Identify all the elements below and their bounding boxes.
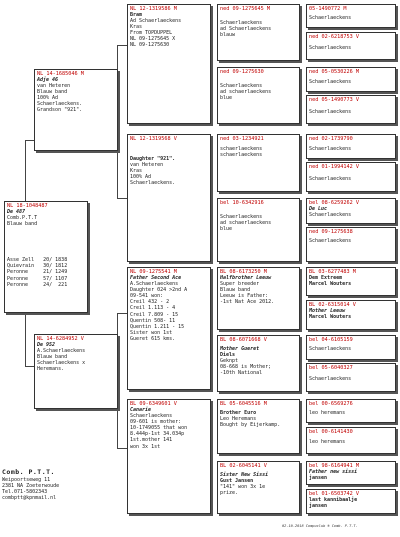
pedigree-g4-card bbox=[306, 300, 396, 330]
detail-line: Gueret 615 kms. bbox=[130, 335, 176, 342]
footer-credit: 02-10-2018 Compuclub ® Comb. P.T.T. bbox=[282, 524, 358, 528]
detail-line: Creil 432 - 2 bbox=[130, 299, 170, 306]
pedigree-g4-card bbox=[306, 267, 396, 296]
detail-line: 09-541 won: bbox=[130, 293, 164, 300]
pedigree-g4-card bbox=[306, 227, 396, 262]
ring-number: BL 03-6277483 M bbox=[309, 269, 356, 275]
pedigree-ffm-card bbox=[217, 67, 300, 124]
detail-line: Blauw band bbox=[37, 89, 68, 96]
connector bbox=[117, 198, 127, 199]
detail-line: schaerlaeckens bbox=[220, 152, 263, 159]
pigeon-name: De Luc bbox=[309, 206, 328, 212]
detail-line: Gust Jansen bbox=[220, 478, 254, 485]
detail-line: Blauw band bbox=[37, 354, 68, 361]
detail-line: Creil 1.113 - 4 bbox=[130, 305, 176, 312]
detail-line: Blauw band bbox=[7, 221, 38, 228]
detail-line: Comb.P.T.T bbox=[7, 215, 38, 222]
connector bbox=[25, 366, 34, 367]
pigeon-name: Dem Extreem bbox=[309, 275, 343, 281]
detail-line: Leeuw is Father: bbox=[220, 293, 269, 300]
pedigree-mfm-card bbox=[217, 335, 300, 392]
pedigree-mother-card bbox=[34, 334, 118, 409]
pigeon-name: Schaerlaeckens bbox=[309, 346, 352, 352]
connector bbox=[117, 45, 127, 46]
pedigree-g4-card bbox=[306, 489, 396, 514]
detail-line: ad Schaerlaeckens bbox=[220, 26, 272, 33]
pigeon-name: Mother Leeuw bbox=[309, 308, 346, 314]
pedigree-father-card bbox=[34, 69, 118, 151]
detail-line: Marcel Wouters bbox=[309, 281, 352, 288]
detail-line: Schaerlaeckens x bbox=[37, 360, 86, 367]
pedigree-fmm-card bbox=[217, 198, 300, 262]
result-line: Peronne 57/ 1107 bbox=[7, 275, 68, 282]
pedigree-g4-card bbox=[306, 95, 396, 124]
ring-number: NL 12-1319586 M bbox=[130, 6, 177, 12]
pedigree-mmf-card bbox=[217, 399, 300, 454]
detail-line: Super breeder bbox=[220, 281, 260, 288]
connector bbox=[117, 313, 127, 314]
detail-line: Creil 7.809 - 15 bbox=[130, 311, 179, 318]
detail-line: jansen bbox=[309, 475, 328, 482]
pedigree-mf-card bbox=[127, 267, 211, 390]
detail-line: Blauw band bbox=[220, 287, 251, 294]
owner-address-line: Weipoortseweg 11 bbox=[2, 477, 51, 483]
detail-line: blue bbox=[220, 95, 233, 102]
ring-number: bel 01-6503742 V bbox=[309, 491, 359, 497]
ring-number: ned 09-1275645 M bbox=[220, 6, 270, 12]
result-line: Asse Zell 20/ 1838 bbox=[7, 257, 68, 264]
ring-number: NL 18-1048487 bbox=[7, 203, 48, 209]
detail-line: Ad Schaerlaeckens bbox=[130, 18, 182, 25]
connector bbox=[117, 448, 127, 449]
detail-line: Quentin 1.211 - 15 bbox=[130, 323, 185, 330]
detail-line: A.Schaerlaeckens bbox=[37, 348, 86, 355]
pigeon-name: Father Second Ace bbox=[130, 275, 182, 281]
detail-line: Schaerlaeckens bbox=[309, 212, 352, 219]
ring-number: ned 02-1739790 bbox=[309, 136, 353, 142]
detail-line: Quentin 508- 11 bbox=[130, 317, 176, 324]
pedigree-fmf-card bbox=[217, 134, 300, 192]
detail-line: A.Schaerlaeckens bbox=[130, 281, 179, 288]
ring-number: bel 00-6569276 bbox=[309, 401, 353, 407]
pigeon-name: Schaerlaeckens bbox=[220, 83, 263, 89]
ring-number: BL 08-6173250 M bbox=[220, 269, 267, 275]
ring-number: ned 01-1994142 V bbox=[309, 164, 359, 170]
detail-line: Schaerlaeckens. bbox=[37, 101, 83, 108]
owner-email: combptt@kpnmail.nl bbox=[2, 495, 57, 501]
pedigree-mff-card bbox=[217, 267, 300, 330]
connector bbox=[25, 312, 26, 367]
pedigree-g4-card bbox=[306, 461, 396, 485]
pigeon-name: Schaerlaeckens bbox=[220, 20, 263, 26]
ring-number: NL 14-6284952 V bbox=[37, 336, 84, 342]
pigeon-name: Schaerlaeckens bbox=[309, 146, 352, 152]
pedigree-g4-card bbox=[306, 67, 396, 92]
pigeon-name: schaerlaeckens bbox=[220, 146, 263, 152]
detail-line: prize. bbox=[220, 490, 239, 497]
pedigree-fff-card bbox=[217, 4, 300, 61]
detail-line: NL 09-1275645 X bbox=[130, 36, 176, 43]
pedigree-g4-card bbox=[306, 335, 396, 360]
pigeon-name: Sister New Sissi bbox=[220, 472, 269, 478]
result-line: Quievrain 30/ 1812 bbox=[7, 263, 68, 270]
pedigree-g4-card bbox=[306, 32, 396, 60]
ring-number: bel 98-6164941 M bbox=[309, 463, 359, 469]
pigeon-name: De 952 bbox=[37, 342, 56, 348]
detail-line: "141" won 3x 1e bbox=[220, 484, 266, 491]
pigeon-name: Canarie bbox=[130, 407, 152, 413]
detail-line: NL 09-1275630 bbox=[130, 42, 170, 49]
detail-line: Grandson "921". bbox=[37, 107, 83, 114]
pedigree-g4-card bbox=[306, 399, 396, 423]
detail-line: Marcel Wouters bbox=[309, 314, 352, 321]
ring-number: ned 05-1490773 V bbox=[309, 97, 359, 103]
pigeon-name: De 487 bbox=[7, 209, 26, 215]
detail-line: van Heteren bbox=[37, 83, 71, 90]
ring-number: ned 03-1234921 bbox=[220, 136, 264, 142]
ring-number: BL 08-6071668 V bbox=[220, 337, 267, 343]
pigeon-name: Schaerlaeckens bbox=[309, 15, 352, 21]
detail-line: Kras bbox=[130, 168, 143, 175]
detail-line: 10-1749055 that won bbox=[130, 425, 188, 432]
pedigree-g4-card bbox=[306, 162, 396, 192]
detail-line: 100% Ad bbox=[37, 95, 59, 102]
owner-address-line: 2381 NA Zoeterwoude bbox=[2, 483, 60, 489]
ring-number: BL 05-6045516 M bbox=[220, 401, 267, 407]
pedigree-fm-card bbox=[127, 134, 211, 262]
detail-line: Heremans. bbox=[37, 366, 65, 373]
ring-number: NL 14-1685046 M bbox=[37, 71, 84, 77]
ring-number: BL 02-6045141 V bbox=[220, 463, 267, 469]
ring-number: bel 00-6141430 bbox=[309, 429, 353, 435]
pigeon-name: Schaerlaeckens bbox=[309, 238, 352, 244]
detail-line: 8.444p-1st 34.034p bbox=[130, 431, 185, 438]
pigeon-name: Bram bbox=[130, 12, 143, 18]
pedigree-mm-card bbox=[127, 399, 211, 514]
detail-line: From TOPDUPPEL bbox=[130, 30, 173, 37]
result-line: Peronne 21/ 1249 bbox=[7, 269, 68, 276]
detail-line: 1st.mother 141 bbox=[130, 437, 173, 444]
pedigree-subject-card bbox=[4, 201, 88, 313]
result-line: Peronne 24/ 221 bbox=[7, 281, 68, 288]
ring-number: NL 09-1275541 M bbox=[130, 269, 177, 275]
detail-line: Diels bbox=[220, 352, 236, 359]
ring-number: bel 04-6105159 bbox=[309, 337, 353, 343]
pigeon-name: Brother Euro bbox=[220, 410, 257, 416]
owner-title: Comb. P.T.T. bbox=[2, 468, 55, 476]
pigeon-name: leo heremans bbox=[309, 439, 346, 445]
pigeon-name: Schaerlaeckens bbox=[220, 214, 263, 220]
detail-line: ad schaerlaeckens bbox=[220, 89, 272, 96]
pigeon-name: Adje 46 bbox=[37, 77, 59, 83]
detail-line: Leo Heremans bbox=[220, 416, 257, 423]
pigeon-name: Halfbrother Leeuw bbox=[220, 275, 272, 281]
pedigree-g4-card bbox=[306, 427, 396, 454]
pigeon-name: Schaerlaeckens bbox=[309, 109, 352, 115]
detail-line: Schaerlaeckens bbox=[130, 413, 173, 420]
owner-info bbox=[2, 468, 59, 501]
ring-number: ned 09-1275638 bbox=[309, 229, 353, 235]
detail-line: blauw bbox=[220, 32, 236, 39]
ring-number: bel 10-6342916 bbox=[220, 200, 264, 206]
owner-phone: Tel.071-5802343 bbox=[2, 489, 48, 495]
pigeon-name: Schaerlaeckens bbox=[309, 376, 352, 382]
ring-number: BL 02-6315014 V bbox=[309, 302, 356, 308]
ring-number: ned 02-6218753 V bbox=[309, 34, 359, 40]
pigeon-name: leo heremans bbox=[309, 410, 346, 416]
ring-number: ned 09-1275630 bbox=[220, 69, 264, 75]
detail-line: Schaerlaeckens. bbox=[130, 180, 176, 187]
detail-line: blue bbox=[220, 226, 233, 233]
detail-line: Geknpt bbox=[220, 358, 239, 365]
ring-number: 05-1490772 M bbox=[309, 6, 347, 12]
detail-line: 100% Ad bbox=[130, 174, 152, 181]
detail-line: won 3x 1st bbox=[130, 443, 161, 450]
pigeon-name: Schaerlaeckens bbox=[309, 45, 352, 51]
ring-number: bel 08-6259262 V bbox=[309, 200, 359, 206]
detail-line: Sister won 1st bbox=[130, 329, 173, 336]
ring-number: bel 05-6040327 bbox=[309, 365, 353, 371]
ring-number: BL 09-6349601 V bbox=[130, 401, 177, 407]
detail-line: Daughter 024 >2nd A bbox=[130, 287, 188, 294]
detail-line: ad schaerlaeckens bbox=[220, 220, 272, 227]
pigeon-name: last kannibaalje bbox=[309, 497, 358, 503]
detail-line: Bought by Eijerkamp. bbox=[220, 422, 281, 429]
pigeon-name: Schaerlaeckens bbox=[309, 176, 352, 182]
pigeon-name: Daughter "921". bbox=[130, 156, 176, 162]
detail-line: 08-668 is Mother; bbox=[220, 364, 272, 371]
ring-number: ned 05-0530226 M bbox=[309, 69, 359, 75]
pedigree-ff-card bbox=[127, 4, 211, 124]
pedigree-mmm-card bbox=[217, 461, 300, 514]
connector bbox=[25, 140, 34, 141]
pedigree-g4-card bbox=[306, 4, 396, 28]
pigeon-name: Father new sissi bbox=[309, 469, 358, 475]
pedigree-g4-card bbox=[306, 134, 396, 159]
detail-line: -1st Nat Ace 2012. bbox=[220, 299, 275, 306]
pigeon-name: Mother Gueret bbox=[220, 346, 260, 352]
ring-number: NL 12-1319568 V bbox=[130, 136, 177, 142]
detail-line: -10th National bbox=[220, 370, 263, 377]
detail-line: van Heteren bbox=[130, 162, 164, 169]
pigeon-name: Schaerlaeckens bbox=[309, 79, 352, 85]
pedigree-g4-card bbox=[306, 198, 396, 224]
pedigree-g4-card bbox=[306, 363, 396, 392]
detail-line: Kras bbox=[130, 24, 143, 31]
connector bbox=[25, 140, 26, 202]
detail-line: 09-601 is mother: bbox=[130, 419, 182, 426]
detail-line: jansen bbox=[309, 503, 328, 510]
